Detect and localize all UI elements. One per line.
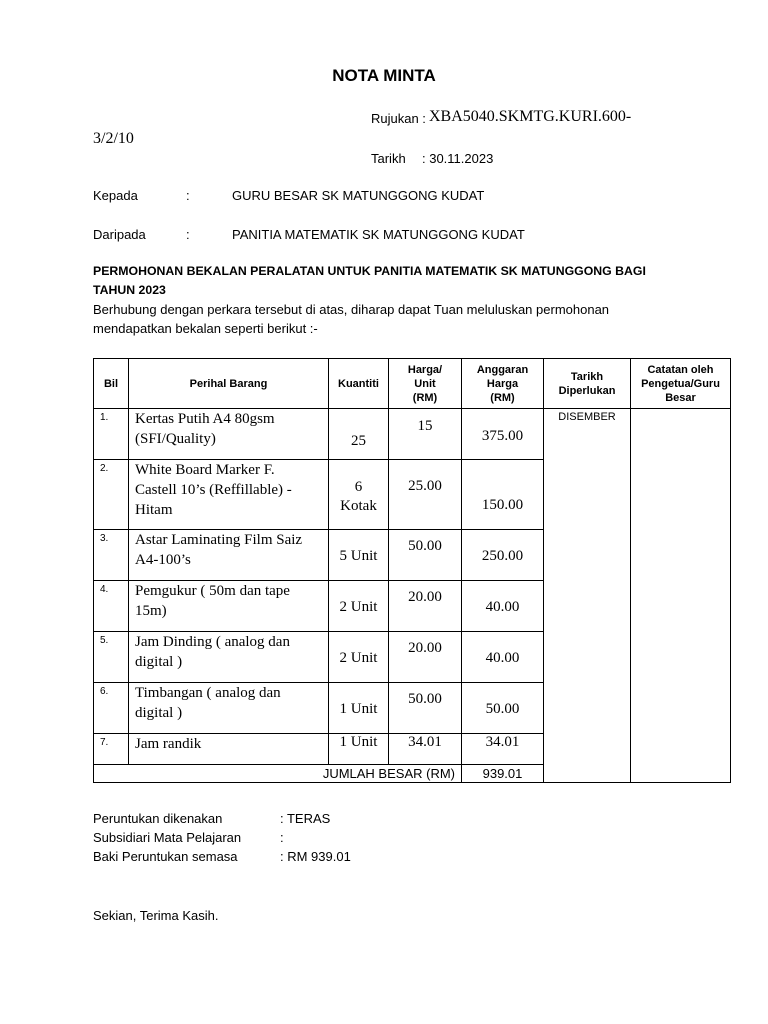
row-item: Astar Laminating Film Saiz A4-100’s (129, 530, 329, 581)
kepada-value: GURU BESAR SK MATUNGGONG KUDAT (232, 188, 485, 203)
row-qty: 2 Unit (329, 632, 389, 683)
row-amount: 40.00 (462, 632, 544, 683)
daripada-label: Daripada (93, 227, 146, 242)
header-bil: Bil (94, 359, 129, 409)
row-amount: 40.00 (462, 581, 544, 632)
row-qty: 6 Kotak (329, 460, 389, 530)
row-item: Timbangan ( analog dan digital ) (129, 683, 329, 734)
row-bil: 3. (94, 530, 129, 581)
row-qty: 25 (329, 409, 389, 460)
row-amount: 250.00 (462, 530, 544, 581)
table-row (94, 409, 731, 460)
row-item: Jam randik (129, 734, 329, 765)
daripada-value: PANITIA MATEMATIK SK MATUNGGONG KUDAT (232, 227, 525, 242)
row-qty: 5 Unit (329, 530, 389, 581)
row-unit-price: 50.00 (389, 683, 462, 734)
row-unit-price: 20.00 (389, 581, 462, 632)
row-qty: 1 Unit (329, 683, 389, 734)
header-anggaran: Anggaran Harga (RM) (462, 359, 544, 409)
row-unit-price: 15 (389, 409, 462, 460)
tarikh-diperlukan-cell: DISEMBER (544, 409, 631, 783)
header-kuantiti: Kuantiti (329, 359, 389, 409)
row-bil: 2. (94, 460, 129, 530)
row-bil: 6. (94, 683, 129, 734)
tarikh-label: Tarikh (371, 151, 406, 166)
baki-value: : RM 939.01 (280, 849, 351, 864)
baki-label: Baki Peruntukan semasa (93, 849, 238, 864)
row-bil: 5. (94, 632, 129, 683)
peruntukan-label: Peruntukan dikenakan (93, 811, 223, 826)
row-item: Kertas Putih A4 80gsm (SFI/Quality) (129, 409, 329, 460)
items-table (93, 358, 731, 783)
catatan-cell (631, 409, 731, 783)
tarikh-value: : 30.11.2023 (422, 151, 494, 166)
header-perihal: Perihal Barang (129, 359, 329, 409)
subject-line1: PERMOHONAN BEKALAN PERALATAN UNTUK PANITIA MATEMATIK SK MATUNGGONG BAGI (93, 264, 646, 278)
row-qty: 1 Unit (329, 734, 389, 765)
total-label: JUMLAH BESAR (RM) (94, 765, 462, 783)
peruntukan-value: : TERAS (280, 811, 331, 826)
row-bil: 7. (94, 734, 129, 765)
rujukan-value-line1: XBA5040.SKMTG.KURI.600- (429, 108, 632, 125)
kepada-label: Kepada (93, 188, 138, 203)
header-tarikh: Tarikh Diperlukan (544, 359, 631, 409)
total-value: 939.01 (462, 765, 544, 783)
closing-text: Sekian, Terima Kasih. (93, 908, 219, 923)
row-bil: 4. (94, 581, 129, 632)
subsidiari-label: Subsidiari Mata Pelajaran (93, 830, 242, 845)
document-title: NOTA MINTA (332, 66, 436, 85)
row-qty: 2 Unit (329, 581, 389, 632)
row-unit-price: 25.00 (389, 460, 462, 530)
table-header-row (94, 359, 731, 409)
row-unit-price: 50.00 (389, 530, 462, 581)
header-harga: Harga/ Unit (RM) (389, 359, 462, 409)
rujukan-value-line2: 3/2/10 (93, 130, 134, 147)
subject-line2: TAHUN 2023 (93, 283, 166, 297)
row-item: Pemgukur ( 50m dan tape 15m) (129, 581, 329, 632)
rujukan-label: Rujukan : (371, 111, 426, 126)
body-line1: Berhubung dengan perkara tersebut di atas, diharap dapat Tuan meluluskan permohonan (93, 302, 610, 317)
row-amount: 34.01 (462, 734, 544, 765)
row-amount: 50.00 (462, 683, 544, 734)
subsidiari-value: : (280, 830, 284, 845)
body-line2: mendapatkan bekalan seperti berikut :- (93, 321, 318, 336)
row-amount: 375.00 (462, 409, 544, 460)
row-item: Jam Dinding ( analog dan digital ) (129, 632, 329, 683)
row-item: White Board Marker F. Castell 10’s (Reffillable) - Hitam (129, 460, 329, 530)
kepada-colon: : (186, 188, 190, 203)
header-catatan: Catatan oleh Pengetua/Guru Besar (631, 359, 731, 409)
row-unit-price: 20.00 (389, 632, 462, 683)
row-bil: 1. (94, 409, 129, 460)
daripada-colon: : (186, 227, 190, 242)
row-amount: 150.00 (462, 460, 544, 530)
row-unit-price: 34.01 (389, 734, 462, 765)
